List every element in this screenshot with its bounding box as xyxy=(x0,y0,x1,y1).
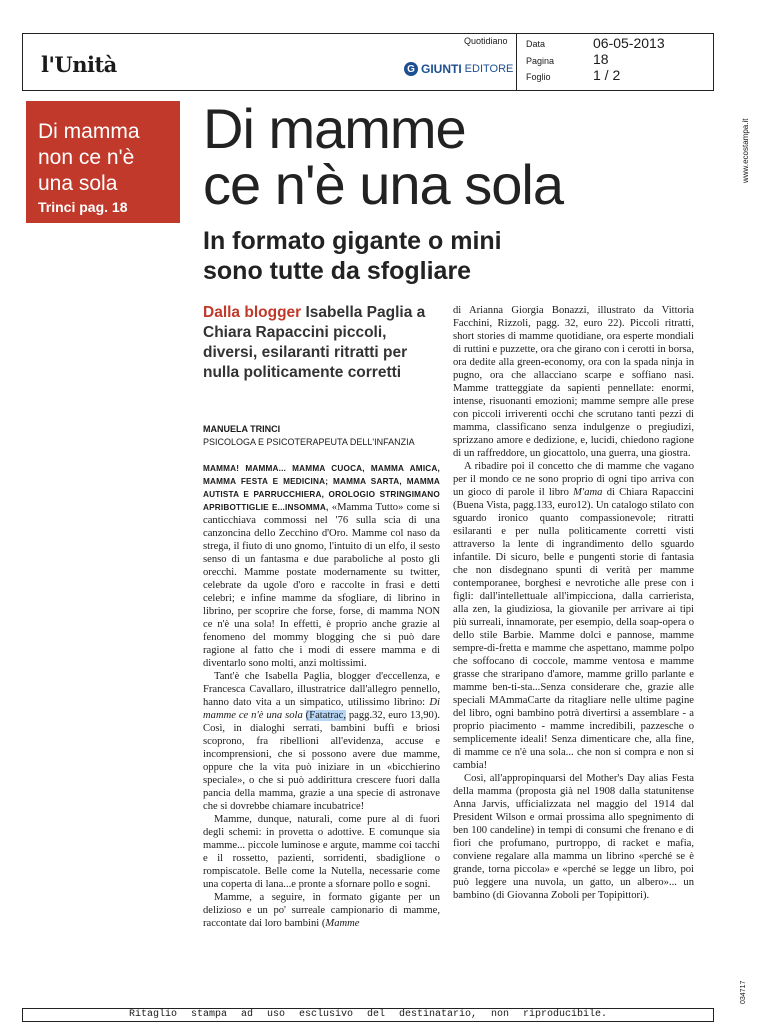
pagina-value: 18 xyxy=(593,51,609,67)
author-role: PSICOLOGA E PSICOTERAPEUTA DELL'INFANZIA xyxy=(203,437,415,447)
foglio-value: 1 / 2 xyxy=(593,67,621,83)
article-column-2 xyxy=(453,304,694,902)
foglio-label: Foglio xyxy=(526,72,551,82)
paragraph-6: Così, all'appropinquarsi del Mother's Day alias Festa della mamma (proposta già nel 1908 dalla statunitense Anna Jarvis, ufficializzata nel maggio del 1914 dal President Wilson e ormai prossima allo spegnimento di ben 100 candeline) in tempi di consumi che frenano e di fiori che profumano, purtroppo, di racket e mafia, conviene regalare alla mamma un librino «perché se è grande, torna piccola» e «perché se legge un libro, poi può leggere una nuvola, un gatto, un albero»... un bambino (di Giovanna Zoboli per Topipittori). xyxy=(453,773,694,901)
teaser-title: Di mamma non ce n'è una sola xyxy=(38,120,140,195)
headline xyxy=(203,97,563,216)
paragraph-1 xyxy=(203,462,440,670)
paragraph-5-a: A ribadire poi il concetto che di mamme che vagano per il mondo ce ne sono proprio di ogni tipo arriva con un gioco di parole il libro xyxy=(453,461,694,498)
publisher-suffix: EDITORE xyxy=(464,63,514,75)
paragraph-5 xyxy=(453,460,694,772)
giunti-g-icon: G xyxy=(404,62,418,76)
paragraph-4 xyxy=(203,891,440,930)
paragraph-5-b: di Chiara Rapaccini (Buena Vista, pagg.133, euro12). Un catalogo stilato con sguardo ironico quanto compassionevole; ritratti esilaranti e per nulla politicamente corretti visti attraverso la lente di ingrandimento dello sguardo infantile. Di sicuro, belle e pungenti storie di fantasia che non disdegnano spunti di verità per mamme contemporanee, borghesi e nevrotiche alle prese con i figli: dall'intellettuale all'impicciona, dalla carrierista, alla zen, la giudiziosa, la giovanile per arrivare ai tipi più surreali, innamorate, per esempio, della soap-opera o dello stile Barbie. Mamme dolci e pannose, mamme sempre-di-fretta e mamme che aspettano, mamme polpo che soffocano di coccole, mamme ventosa e mamme grasse che straripano d'amore, mamme grillo parlante e mamme ben-ti-sta...Senza considerare che, grazie alle speciali MAmmaCarte da ritagliare nelle ultime pagine del libro, ogni bambino potrà divertirsi a assemblare - a proprio piacimento - mamme incredibili, pazzesche o semplicemente ideali! Senza dimenticare che, alla fine, di mamme ce n'è una sola... che non si compra e non si cambia! xyxy=(453,487,694,771)
paragraph-4-continued: di Arianna Giorgia Bonazzi, illustrato da Vittoria Facchini, Rizzoli, pagg. 32, euro 22). Piccoli ritratti, short stories di mamme quotidiane, ora esperte mondiali di ruttini e puzzette, ora che girano con i cerotti in borsa, ora dedite alla green-economy, ora con la spada ninja in pugno, ora che allacciano scarpe e soffiano nasi. Mamme tratteggiate da sapienti pennellate: enormi, intense, risuonanti emozioni; mamme sempre alle prese con piccoli irriverenti occhi che scrutano tanti pezzi di mamma, classificano senza indulgenze o pregiudizi, sprizzano amore e dedizione, e, lucidi, chiedono ragione di un raffreddore, un giocattolo, una guerra, una giostra. xyxy=(453,305,694,459)
subheadline xyxy=(203,226,502,286)
book-title-2: Mamme xyxy=(325,918,360,929)
dek-red: Dalla blogger xyxy=(203,304,302,321)
publisher-logo xyxy=(404,62,513,76)
header-divider xyxy=(516,34,517,90)
publication-type: Quotidiano xyxy=(464,36,508,46)
paragraph-4-a: Mamme, a seguire, in formato gigante per un delizioso e un po' surreale campionario di mamme, raccontate dai loro bambini ( xyxy=(203,892,440,929)
footer-notice: Ritaglio stampa ad uso esclusivo del destinatario, non riproducibile. xyxy=(22,1008,714,1022)
book-title-3: M'ama xyxy=(573,487,603,498)
book-title-1: Di mamme ce n'è una sola xyxy=(203,697,440,721)
paragraph-2 xyxy=(203,670,440,813)
data-value: 06-05-2013 xyxy=(593,35,665,51)
dek-rest: Isabella Paglia a Chiara Rapaccini piccoli, diversi, esilaranti ritratti per nulla politicamente corretti xyxy=(203,304,426,381)
newspaper-logo: l'Unità xyxy=(41,52,117,77)
side-code: 034717 xyxy=(740,980,747,1004)
subheadline-line-2: sono tutte da sfogliare xyxy=(203,257,472,285)
paragraph-1-text: «Mamma Tutto» come si canticchiava commossi nel '76 sulla scia di una canzoncina dello Zecchino d'Oro. Mamme col naso da strega, il fiuto di uno gnomo, l'intuito di un elfo, il sesto senso di un fantasma e due paraboliche al posto gli orecchi. Mamme postate modernamente su twitter, celebrate da ugole d'oro e raccolte in frasi e detti celebri; e infine mamme da sfogliare, di librino in librino, per scoprire che forse, forse, di mamma NON ce n'è una sola! In effetti, è proprio anche grazie al fenomeno del mommy blogging che si può dare ragione al fatto che i modi di essere mamma e di diventarlo sono molti, anzi moltissimi. xyxy=(203,502,440,669)
paragraph-2-b: pagg.32, euro 13,90). Così, in dialoghi serrati, bambini buffi e briosi scoprono, fra ribellioni all'evidenza, accuse e incomprensioni, che si possono avere due mamme, oppure che la vita può iniziare in un «bicchierino speciale», o che si può addirittura crescere fuori dalla pancia della mamma, grazie a una specie di astronave che si dovrebbe chiamare incubatrice! xyxy=(203,710,440,812)
teaser-box xyxy=(26,101,180,223)
lead-caps: MAMMA! MAMMA... MAMMA CUOCA, MAMMA AMICA, MAMMA FESTA E MEDICINA; MAMMA SARTA, MAMMA AUTISTA E PARRUCCHIERA, OROLOGIO STRINGIMANO APRIBOTTIGLIE E...INSOMMA, xyxy=(203,464,440,512)
publisher-name: GIUNTI xyxy=(421,62,462,76)
data-label: Data xyxy=(526,39,546,49)
paragraph-3: Mamme, dunque, naturali, come pure al di fuori degli schemi: in provetta o adottive. E comunque sia mamme... piccole luminose e argute, mamme coi tacchi e il rossetto, pazienti, sorridenti, sbadiglione o rompiscatole. Belle come la Nutella, necessarie come una coperta di lana...e pronte a sfornare pollo e sogni. xyxy=(203,814,440,890)
headline-line-1: Di mamme xyxy=(203,97,466,160)
headline-line-2: ce n'è una sola xyxy=(203,153,563,216)
teaser-ref: Trinci pag. 18 xyxy=(38,199,128,215)
highlighted-text: (Fatatrac, xyxy=(305,710,346,721)
side-url: www.ecostampa.it xyxy=(741,118,750,183)
dek xyxy=(203,303,443,383)
pagina-label: Pagina xyxy=(526,56,555,66)
masthead-box xyxy=(22,33,714,91)
paragraph-2-a: Tant'è che Isabella Paglia, blogger d'eccellenza, e Francesca Cavallaro, illustratrice dall'allegro pennello, hanno dato vita a un simpatico, utilissimo librino: xyxy=(203,671,440,708)
author-name: MANUELA TRINCI xyxy=(203,424,281,434)
subheadline-line-1: In formato gigante o mini xyxy=(203,227,502,255)
article-column-1 xyxy=(203,462,440,930)
